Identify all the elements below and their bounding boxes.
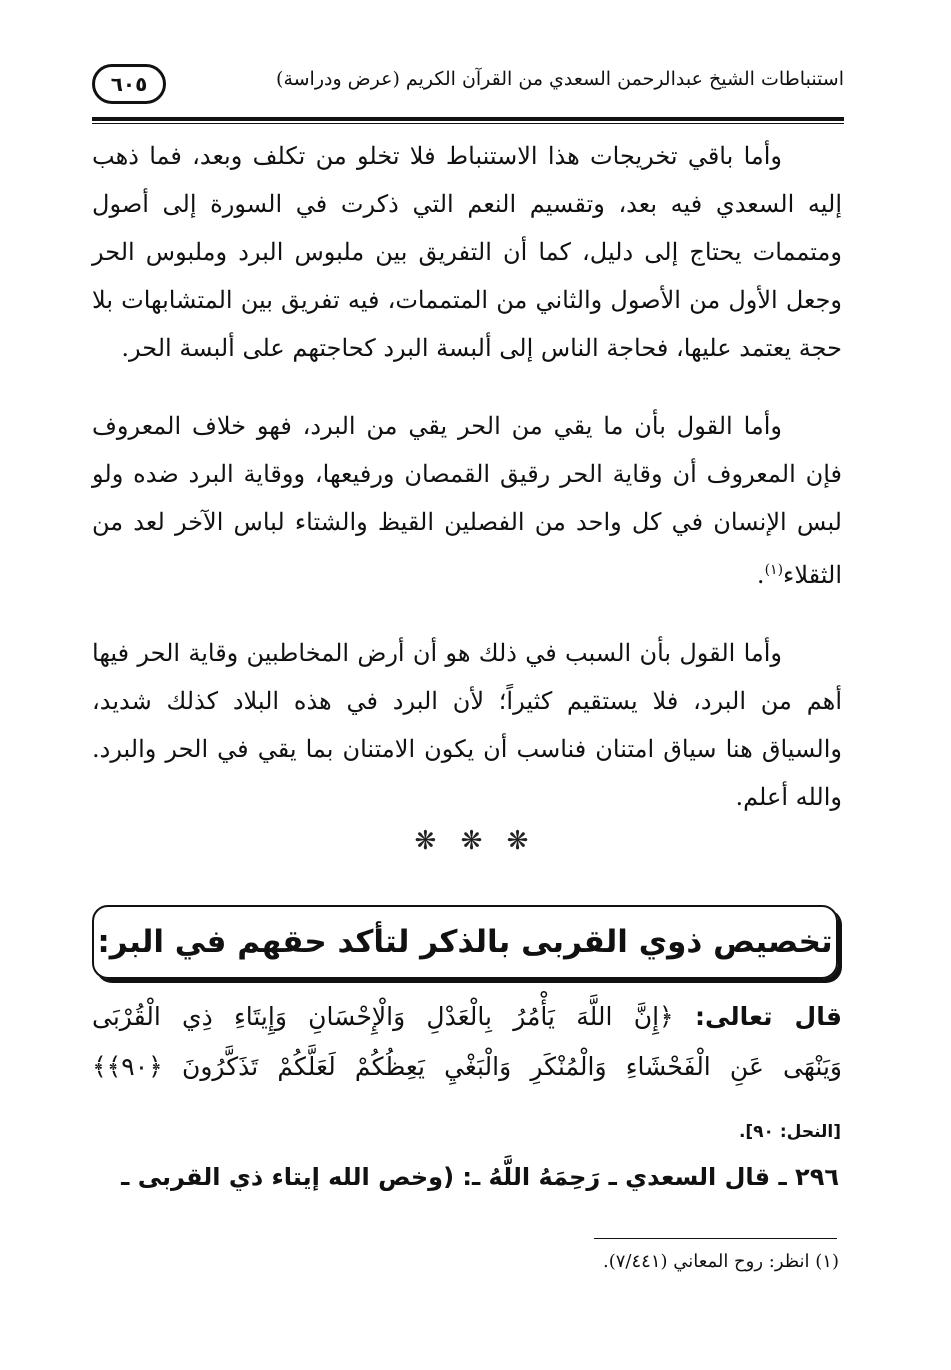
section-heading-box <box>92 905 838 979</box>
header-title: استنباطات الشيخ عبدالرحمن السعدي من القرآن الكريم (عرض ودراسة) <box>276 68 844 90</box>
footnote-marker: (١) <box>764 562 784 578</box>
footnote-rule <box>594 1238 837 1239</box>
verse-line-2: وَيَنْهَى عَنِ الْفَحْشَاءِ وَالْمُنْكَرِ وَالْبَغْيِ يَعِظُكُمْ لَعَلَّكُمْ تَذَكَّرُونَ ﴿٩٠﴾﴾ <box>92 1052 842 1081</box>
section-separator: ❋ ❋ ❋ <box>414 826 537 856</box>
quran-verse <box>92 992 842 1092</box>
verse-line-1 <box>92 992 842 1042</box>
page-number-badge: ٦٠٥ <box>92 64 166 104</box>
body-text <box>92 132 842 851</box>
section-title: تخصيص ذوي القربى بالذكر لتأكد حقهم في البر: <box>97 924 833 960</box>
page-header <box>92 60 844 112</box>
paragraph-1: وأما باقي تخريجات هذا الاستنباط فلا تخلو من تكلف وبعد، فما ذهب إليه السعدي فيه بعد، وتقسيم النعم التي ذكرت في السورة إلى أصول ومتممات يحتاج إلى دليل، كما أن التفريق بين ملبوس البرد وملبوس الحر وجعل الأول من الأصول والثاني من المتممات، فيه تفريق بين المتشابهات بلا حجة يعتمد عليها، فحاجة الناس إلى ألبسة البرد كحاجتهم على ألبسة الحر. <box>92 142 842 362</box>
verse-reference: [النحل: ٩٠]. <box>738 1122 841 1142</box>
header-rule-thin <box>92 123 844 124</box>
verse-intro: قال تعالى: <box>694 1002 842 1031</box>
paragraph-3: وأما القول بأن السبب في ذلك هو أن أرض المخاطبين وقاية الحر فيها أهم من البرد، فلا يستقيم كثيراً؛ لأن البرد في هذه البلاد كذلك شديد، والسياق هنا سياق امتنان فناسب أن يكون الامتنان بما يقي في الحر والبرد. والله أعلم. <box>92 639 842 811</box>
footnote: (١) انظر: روح المعاني (٧/٤٤١). <box>603 1251 839 1272</box>
verse-text-1: ﴿إِنَّ اللَّهَ يَأْمُرُ بِالْعَدْلِ وَالْإِحْسَانِ وَإِيتَاءِ ذِي الْقُرْبَى <box>92 1002 674 1031</box>
paragraph-2: وأما القول بأن ما يقي من الحر يقي من البرد، فهو خلاف المعروف فإن المعروف أن وقاية الحر رقيق القمصان ورفيعها، ووقاية البرد ضده ولو لبس الإنسان في كل واحد من الفصلين القيظ والشتاء لباس الآخر لعد من الثقلاء$^{(١)}$. <box>92 412 842 589</box>
paragraph-2-text: وأما القول بأن ما يقي من الحر يقي من البرد، فهو خلاف المعروف فإن المعروف أن وقاية الحر رقيق القمصان ورفيعها، ووقاية البرد ضده ولو لبس الإنسان في كل واحد من الفصلين القيظ والشتاء لباس الآخر لعد من الثقلاء <box>92 412 842 589</box>
header-rule <box>92 117 844 121</box>
numbered-item: ٢٩٦ ـ قال السعدي ـ رَحِمَهُ اللَّهُ ـ: (وخص الله إيتاء ذي القربى ـ <box>121 1163 839 1191</box>
